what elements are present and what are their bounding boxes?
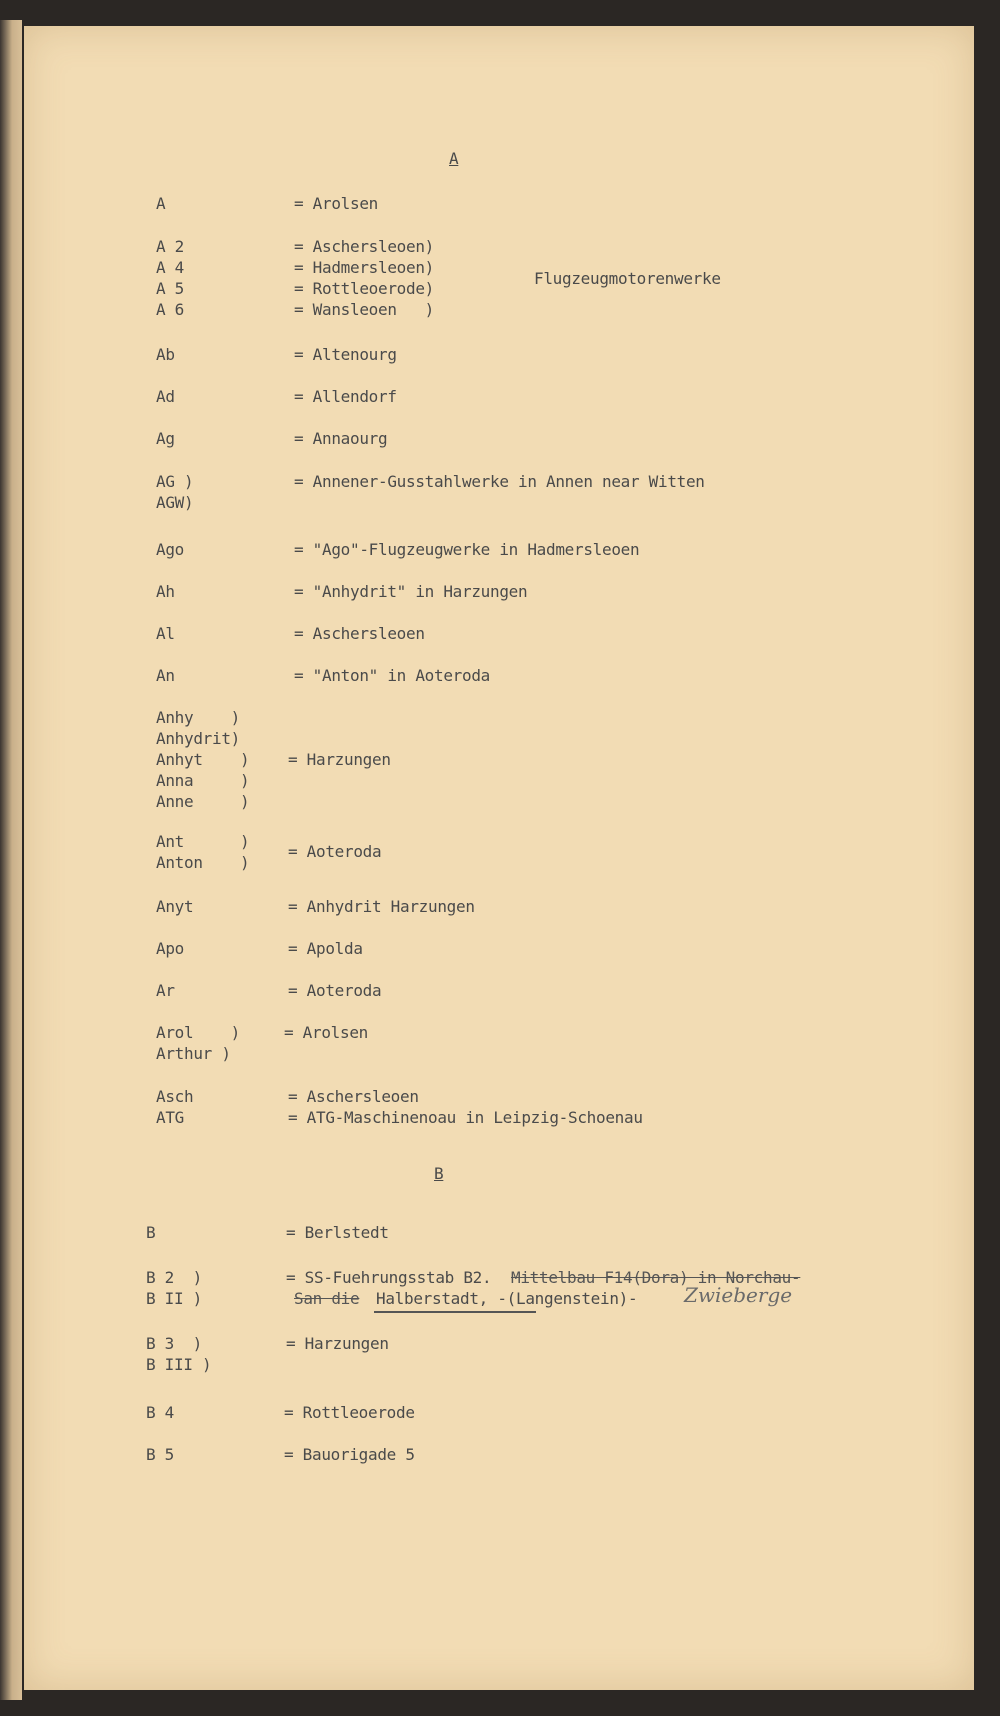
code-a: A xyxy=(156,194,166,213)
value-an: = "Anton" in Aoteroda xyxy=(294,666,490,685)
code-agw: AGW) xyxy=(156,493,194,512)
code-arthur: Arthur ) xyxy=(156,1044,231,1063)
code-b: B xyxy=(146,1223,156,1242)
code-b4: B 4 xyxy=(146,1403,174,1422)
code-atg: ATG xyxy=(156,1108,184,1127)
pencil-underline xyxy=(374,1311,536,1313)
code-a4: A 4 xyxy=(156,258,184,277)
value-apo: = Apolda xyxy=(288,939,363,958)
code-b2: B 2 ) xyxy=(146,1268,202,1287)
code-ab: Ab xyxy=(156,345,175,364)
code-b3: B 3 ) xyxy=(146,1334,202,1353)
value-anyt: = Anhydrit Harzungen xyxy=(288,897,475,916)
code-al: Al xyxy=(156,624,175,643)
value-anhyt: = Harzungen xyxy=(288,750,391,769)
code-anyt: Anyt xyxy=(156,897,194,916)
value-a: = Arolsen xyxy=(294,194,378,213)
code-a5: A 5 xyxy=(156,279,184,298)
code-apo: Apo xyxy=(156,939,184,958)
code-anhydrit: Anhydrit) xyxy=(156,729,240,748)
value-ah: = "Anhydrit" in Harzungen xyxy=(294,582,528,601)
code-an: An xyxy=(156,666,175,685)
value-asch: = Aschersleoen xyxy=(288,1087,419,1106)
code-a2: A 2 xyxy=(156,237,184,256)
code-anne: Anne ) xyxy=(156,792,250,811)
code-anton: Anton ) xyxy=(156,853,250,872)
group-note-flugzeugmotorenwerke: Flugzeugmotorenwerke xyxy=(534,269,721,288)
code-biii: B III ) xyxy=(146,1355,212,1374)
b2-halberstadt: Halberstadt, -(Langenstein)- xyxy=(376,1289,638,1308)
b2-struck-text-line2: San die xyxy=(294,1289,360,1308)
code-ah: Ah xyxy=(156,582,175,601)
code-ad: Ad xyxy=(156,387,175,406)
value-ad: = Allendorf xyxy=(294,387,397,406)
value-a6: = Wansleoen ) xyxy=(294,300,434,319)
handwritten-annotation: Zwieberge xyxy=(684,1283,793,1307)
value-ago: = "Ago"-Flugzeugwerke in Hadmersleoen xyxy=(294,540,640,559)
code-ar: Ar xyxy=(156,981,175,1000)
value-ab: = Altenourg xyxy=(294,345,397,364)
section-a-heading: A xyxy=(449,149,459,168)
value-al: = Aschersleoen xyxy=(294,624,425,643)
code-b5: B 5 xyxy=(146,1445,174,1464)
code-ag-upper: AG ) xyxy=(156,472,194,491)
value-b5: = Bauorigade 5 xyxy=(284,1445,415,1464)
code-a6: A 6 xyxy=(156,300,184,319)
value-ag-upper: = Annener-Gusstahlwerke in Annen near Witten xyxy=(294,472,705,491)
value-a2: = Aschersleoen) xyxy=(294,237,434,256)
code-bii: B II ) xyxy=(146,1289,202,1308)
value-atg: = ATG-Maschinenoau in Leipzig-Schoenau xyxy=(288,1108,643,1127)
value-ag: = Annaourg xyxy=(294,429,388,448)
code-arol: Arol ) xyxy=(156,1023,240,1042)
code-ant: Ant ) xyxy=(156,832,250,851)
code-ago: Ago xyxy=(156,540,184,559)
code-asch: Asch xyxy=(156,1087,194,1106)
value-arol: = Arolsen xyxy=(284,1023,368,1042)
value-b2: = SS-Fuehrungsstab B2. xyxy=(286,1268,492,1287)
value-a4: = Hadmersleoen) xyxy=(294,258,434,277)
value-b: = Berlstedt xyxy=(286,1223,389,1242)
value-anton: = Aoteroda xyxy=(288,842,382,861)
section-b-heading: B xyxy=(434,1164,444,1183)
value-b4: = Rottleoerode xyxy=(284,1403,415,1422)
code-ag: Ag xyxy=(156,429,175,448)
b2-struck-text-line1: Mittelbau F14(Dora) in Norchau- xyxy=(511,1268,801,1287)
binding-spine xyxy=(0,20,22,1700)
code-anhyt: Anhyt ) xyxy=(156,750,250,769)
code-anhy: Anhy ) xyxy=(156,708,240,727)
value-b3: = Harzungen xyxy=(286,1334,389,1353)
value-a5: = Rottleoerode) xyxy=(294,279,434,298)
code-anna: Anna ) xyxy=(156,771,250,790)
document-page xyxy=(24,26,974,1690)
value-ar: = Aoteroda xyxy=(288,981,382,1000)
